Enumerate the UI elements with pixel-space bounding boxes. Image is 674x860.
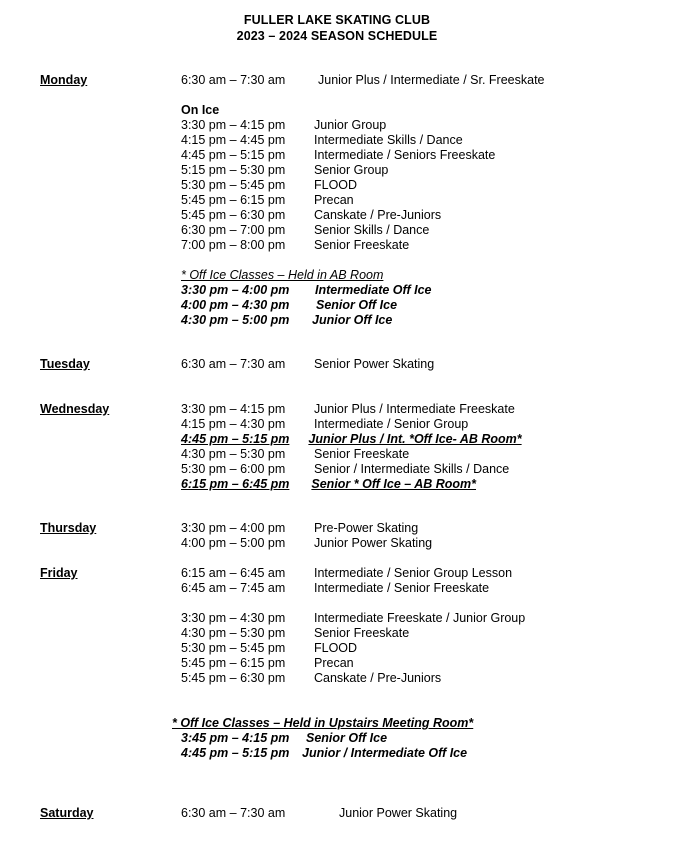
session-desc: Senior Group <box>314 163 389 177</box>
session-time: 4:30 pm – 5:30 pm <box>181 447 286 461</box>
session-time: 4:45 pm – 5:15 pm <box>181 148 286 162</box>
session-desc: Junior Plus / Intermediate Freeskate <box>314 402 515 416</box>
session-time: 3:30 pm – 4:00 pm <box>181 521 286 535</box>
session-desc: Senior Freeskate <box>314 447 410 461</box>
session-desc: Intermediate / Seniors Freeskate <box>314 148 496 162</box>
day-friday: Friday <box>40 566 78 580</box>
session-time: 6:15 am – 6:45 am <box>181 566 286 580</box>
session-time: 6:45 am – 7:45 am <box>181 581 286 595</box>
session-time: 3:30 pm – 4:15 pm <box>181 402 286 416</box>
session-desc: Junior Power Skating <box>339 806 458 820</box>
session-desc: Senior Power Skating <box>314 357 435 371</box>
off-ice-desc: Senior Off Ice <box>306 731 388 745</box>
session-desc: Intermediate Skills / Dance <box>314 133 463 147</box>
session-time: 4:15 pm – 4:30 pm <box>181 417 286 431</box>
day-monday: Monday <box>40 73 88 87</box>
day-thursday: Thursday <box>40 521 97 535</box>
off-ice-desc: Junior Off Ice <box>312 313 393 327</box>
session-time: 5:30 pm – 5:45 pm <box>181 178 286 192</box>
session-time: 6:30 am – 7:30 am <box>181 73 286 87</box>
off-ice-heading: * Off Ice Classes – Held in Upstairs Meeting Room* <box>172 716 474 730</box>
session-time: 6:30 pm – 7:00 pm <box>181 223 286 237</box>
off-ice-time: 4:00 pm – 4:30 pm <box>181 298 290 312</box>
off-ice-desc: Intermediate Off Ice <box>315 283 432 297</box>
session-time: 5:30 pm – 6:00 pm <box>181 462 286 476</box>
session-desc: Senior Freeskate <box>314 238 410 252</box>
off-ice-time: 4:45 pm – 5:15 pm <box>181 746 290 760</box>
day-saturday: Saturday <box>40 806 94 820</box>
off-ice-time: 6:15 pm – 6:45 pm <box>181 477 290 491</box>
session-desc: Junior Group <box>314 118 387 132</box>
session-time: 5:45 pm – 6:30 pm <box>181 208 286 222</box>
session-time: 5:45 pm – 6:15 pm <box>181 193 286 207</box>
off-ice-time: 3:45 pm – 4:15 pm <box>181 731 290 745</box>
session-desc: Junior Plus / Intermediate / Sr. Freeskate <box>318 73 545 87</box>
session-desc: Pre-Power Skating <box>314 521 419 535</box>
session-time: 4:15 pm – 4:45 pm <box>181 133 286 147</box>
session-desc: Intermediate / Senior Group Lesson <box>314 566 513 580</box>
off-ice-session <box>181 432 537 447</box>
session-time: 4:00 pm – 5:00 pm <box>181 536 286 550</box>
off-ice-desc: Junior Plus / Int. *Off Ice- AB Room* <box>308 432 522 446</box>
session-time: 4:30 pm – 5:30 pm <box>181 626 286 640</box>
session-time: 7:00 pm – 8:00 pm <box>181 238 286 252</box>
off-ice-session <box>181 477 476 492</box>
session-time: 5:30 pm – 5:45 pm <box>181 641 286 655</box>
off-ice-desc: Junior / Intermediate Off Ice <box>302 746 468 760</box>
session-time: 6:30 am – 7:30 am <box>181 806 286 820</box>
off-ice-desc: Senior Off Ice <box>316 298 398 312</box>
session-desc: Intermediate / Senior Group <box>314 417 469 431</box>
document-subtitle: 2023 – 2024 SEASON SCHEDULE <box>236 29 438 43</box>
session-desc: Precan <box>314 656 354 670</box>
off-ice-time: 4:30 pm – 5:00 pm <box>181 313 290 327</box>
session-desc: Canskate / Pre-Juniors <box>314 671 442 685</box>
document-title: FULLER LAKE SKATING CLUB <box>243 13 431 27</box>
session-time: 6:30 am – 7:30 am <box>181 357 286 371</box>
session-desc: Canskate / Pre-Juniors <box>314 208 442 222</box>
session-time: 5:15 pm – 5:30 pm <box>181 163 286 177</box>
session-time: 3:30 pm – 4:15 pm <box>181 118 286 132</box>
on-ice-heading: On Ice <box>181 103 220 117</box>
session-desc: Intermediate / Senior Freeskate <box>314 581 490 595</box>
session-desc: Senior Freeskate <box>314 626 410 640</box>
session-time: 5:45 pm – 6:30 pm <box>181 671 286 685</box>
session-time: 5:45 pm – 6:15 pm <box>181 656 286 670</box>
session-desc: FLOOD <box>314 641 358 655</box>
off-ice-time: 4:45 pm – 5:15 pm <box>181 432 290 446</box>
off-ice-desc: Senior * Off Ice – AB Room* <box>311 477 477 491</box>
session-desc: Senior Skills / Dance <box>314 223 430 237</box>
day-tuesday: Tuesday <box>40 357 90 371</box>
day-wednesday: Wednesday <box>40 402 110 416</box>
session-desc: Junior Power Skating <box>314 536 433 550</box>
session-desc: Senior / Intermediate Skills / Dance <box>314 462 510 476</box>
session-desc: FLOOD <box>314 178 358 192</box>
off-ice-heading: * Off Ice Classes – Held in AB Room <box>181 268 384 282</box>
session-desc: Precan <box>314 193 354 207</box>
off-ice-time: 3:30 pm – 4:00 pm <box>181 283 290 297</box>
session-time: 3:30 pm – 4:30 pm <box>181 611 286 625</box>
session-desc: Intermediate Freeskate / Junior Group <box>314 611 526 625</box>
